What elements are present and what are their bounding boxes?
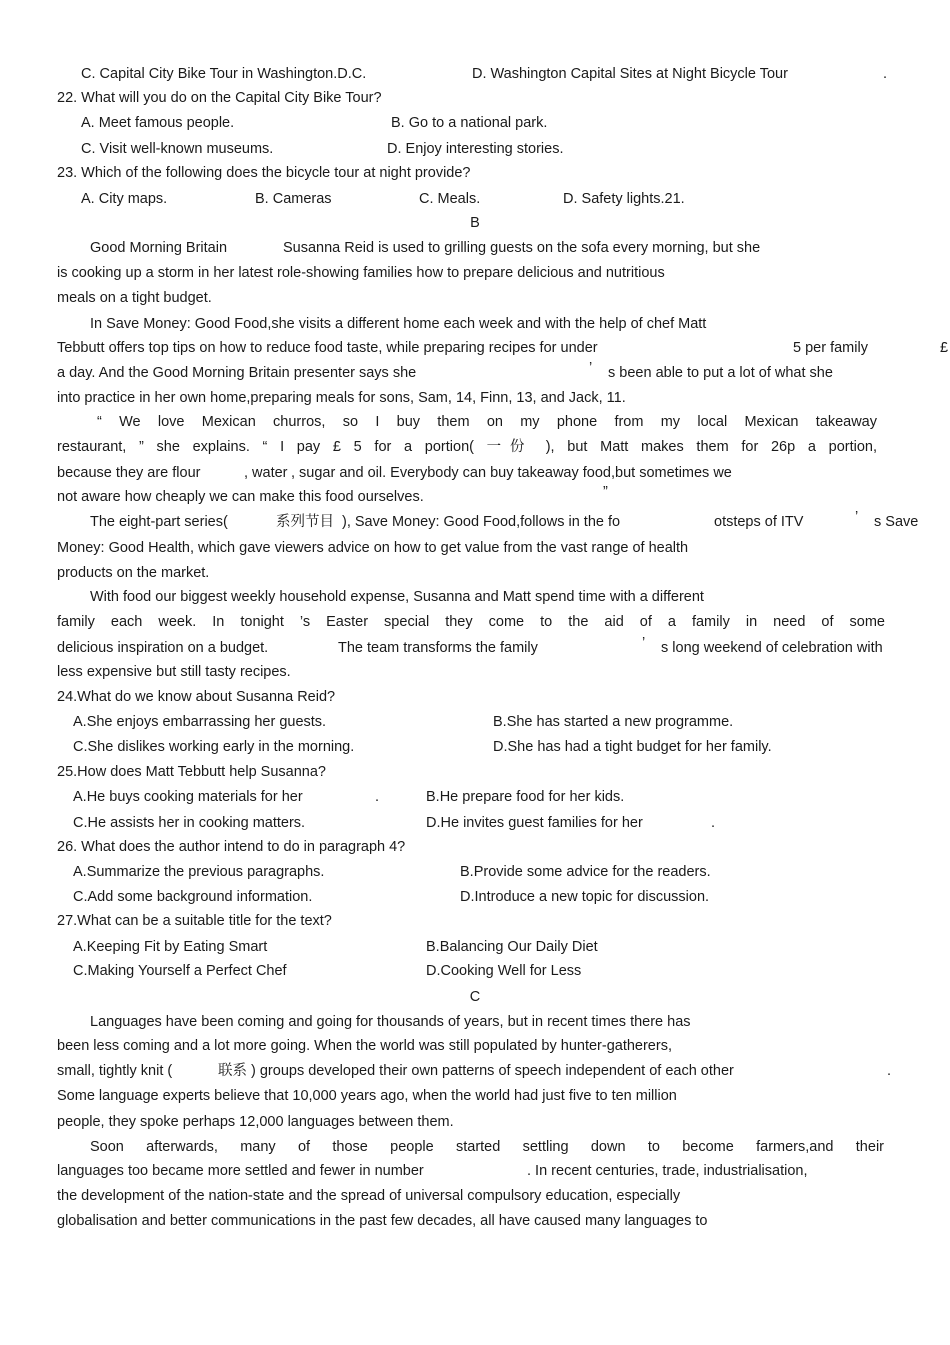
q24-option-c: C.She dislikes working early in the morning. [73, 739, 355, 755]
q25-stem: 25.How does Matt Tebbutt help Susanna? [57, 764, 326, 780]
b-p3-line3a: because they are flour [57, 465, 201, 481]
q24-stem: 24.What do we know about Susanna Reid? [57, 689, 336, 705]
q22-option-c: C. Visit well-known museums. [81, 141, 274, 157]
q26-option-d: D.Introduce a new topic for discussion. [460, 889, 710, 905]
b-p5-line3a: delicious inspiration on a budget. [57, 640, 269, 656]
section-c-heading: C [469, 989, 481, 1005]
b-p4-line1d: otsteps of ITV [714, 514, 804, 530]
q23-option-c: C. Meals. [419, 191, 481, 207]
b-p3-line1: “ We love Mexican churros, so I buy them on my phone from my local Mexican takeaway [97, 414, 877, 430]
q27-option-c: C.Making Yourself a Perfect Chef [73, 963, 287, 979]
b-p5-apostrophe: ’ [642, 635, 646, 651]
b-p2-line3c: s been able to put a lot of what she [608, 365, 833, 381]
q22-option-b: B. Go to a national park. [391, 115, 548, 131]
b-p5-line3d: s long weekend of celebration with [661, 640, 883, 656]
c-p1-line1: Languages have been coming and going for thousands of years, but in recent times there has [90, 1014, 691, 1030]
b-p4-line1c: ), Save Money: Good Food,follows in the fo [342, 514, 621, 530]
q25-option-a: A.He buys cooking materials for her [73, 789, 303, 805]
b-p4-line2: Money: Good Health, which gave viewers advice on how to get value from the vast range of health [57, 540, 689, 556]
q25-option-a-end: . [375, 789, 380, 805]
b-p2-line2b: 5 per family [793, 340, 868, 356]
q26-option-c: C.Add some background information. [73, 889, 313, 905]
c-p2-line4: globalisation and better communications in the past few decades, all have caused many languages to [57, 1213, 708, 1229]
q27-option-b: B.Balancing Our Daily Diet [426, 939, 598, 955]
q26-option-a: A.Summarize the previous paragraphs. [73, 864, 325, 880]
b-p1-line1a: Good Morning Britain [90, 240, 228, 256]
q22-option-d: D. Enjoy interesting stories. [387, 141, 564, 157]
b-p3-close-quote: ” [603, 484, 608, 500]
q22-stem: 22. What will you do on the Capital City Bike Tour? [57, 90, 382, 106]
b-p1-line3: meals on a tight budget. [57, 290, 212, 306]
c-p2-line1: Soon afterwards, many of those people started settling down to become farmers,and their [90, 1139, 884, 1155]
c-p1-line3b: 联系 [218, 1063, 247, 1079]
section-b-heading: B [470, 215, 480, 231]
q25-option-c: C.He assists her in cooking matters. [73, 815, 306, 831]
q21-option-d: D. Washington Capital Sites at Night Bicycle Tour [472, 66, 788, 82]
b-p4-apostrophe: ’ [855, 509, 859, 525]
q24-option-d: D.She has had a tight budget for her family. [493, 739, 772, 755]
c-p1-line4: Some language experts believe that 10,000 years ago, when the world had just five to ten million [57, 1088, 677, 1104]
b-p2-apostrophe: ’ [589, 360, 593, 376]
b-p2-line4: into practice in her own home,preparing meals for sons, Sam, 14, Finn, 13, and Jack, 11. [57, 390, 626, 406]
b-p5-line3b: The team transforms the family [338, 640, 538, 656]
q27-option-d: D.Cooking Well for Less [426, 963, 582, 979]
b-p3-line3c: , sugar and oil. Everybody can buy takeaway food,but sometimes we [291, 465, 732, 481]
b-p2-line3a: a day. And the Good Morning Britain presenter says she [57, 365, 417, 381]
q25-option-b: B.He prepare food for her kids. [426, 789, 625, 805]
c-p2-line2b: . In recent centuries, trade, industrialisation, [527, 1163, 808, 1179]
q23-option-a: A. City maps. [81, 191, 168, 207]
q23-option-b: B. Cameras [255, 191, 332, 207]
q23-stem: 23. Which of the following does the bicycle tour at night provide? [57, 165, 471, 181]
q24-option-b: B.She has started a new programme. [493, 714, 734, 730]
b-p4-line1f: s Save [874, 514, 919, 530]
q24-option-a: A.She enjoys embarrassing her guests. [73, 714, 327, 730]
c-p1-line3d: . [887, 1063, 892, 1079]
b-p1-line2: is cooking up a storm in her latest role-showing families how to prepare delicious and nutritious [57, 265, 665, 281]
q25-option-d: D.He invites guest families for her [426, 815, 643, 831]
q26-option-b: B.Provide some advice for the readers. [460, 864, 711, 880]
c-p1-line3c: ) groups developed their own patterns of speech independent of each other [251, 1063, 734, 1079]
b-p2-line2a: Tebbutt offers top tips on how to reduce food taste, while preparing recipes for under [57, 340, 598, 356]
q23-option-d: D. Safety lights.21. [563, 191, 685, 207]
b-p2-pound-sign: £ [940, 340, 949, 356]
c-p2-line3: the development of the nation-state and the spread of universal compulsory education, especially [57, 1188, 681, 1204]
b-p4-line1b: 系列节目 [276, 514, 334, 530]
c-p2-line2a: languages too became more settled and fewer in number [57, 1163, 424, 1179]
q26-stem: 26. What does the author intend to do in paragraph 4? [57, 839, 406, 855]
b-p5-line2: family each week. In tonight ’s Easter special they come to the aid of a family in need of some [57, 614, 885, 630]
b-p1-line1b: Susanna Reid is used to grilling guests on the sofa every morning, but she [283, 240, 761, 256]
b-p4-line1a: The eight-part series( [90, 514, 228, 530]
q25-option-d-end: . [711, 815, 716, 831]
b-p5-line1: With food our biggest weekly household expense, Susanna and Matt spend time with a different [90, 589, 704, 605]
b-p4-line3: products on the market. [57, 565, 210, 581]
q27-stem: 27.What can be a suitable title for the text? [57, 913, 332, 929]
q21-end-mark: . [883, 66, 888, 82]
c-p1-line5: people, they spoke perhaps 12,000 languages between them. [57, 1114, 454, 1130]
q22-option-a: A. Meet famous people. [81, 115, 235, 131]
b-p5-line4: less expensive but still tasty recipes. [57, 664, 291, 680]
c-p1-line2: been less coming and a lot more going. When the world was still populated by hunter-gatherers, [57, 1038, 672, 1054]
b-p3-line4: not aware how cheaply we can make this food ourselves. [57, 489, 424, 505]
b-p2-line1: In Save Money: Good Food,she visits a different home each week and with the help of chef Matt [90, 316, 707, 332]
b-p3-line2: restaurant, ” she explains. “ I pay £ 5 for a portion( 一份 ), but Matt makes them for 26p a portion, [57, 439, 877, 455]
b-p3-line3b: , water [244, 465, 288, 481]
c-p1-line3a: small, tightly knit ( [57, 1063, 173, 1079]
q21-option-c: C. Capital City Bike Tour in Washington.D.C. [81, 66, 367, 82]
q27-option-a: A.Keeping Fit by Eating Smart [73, 939, 268, 955]
